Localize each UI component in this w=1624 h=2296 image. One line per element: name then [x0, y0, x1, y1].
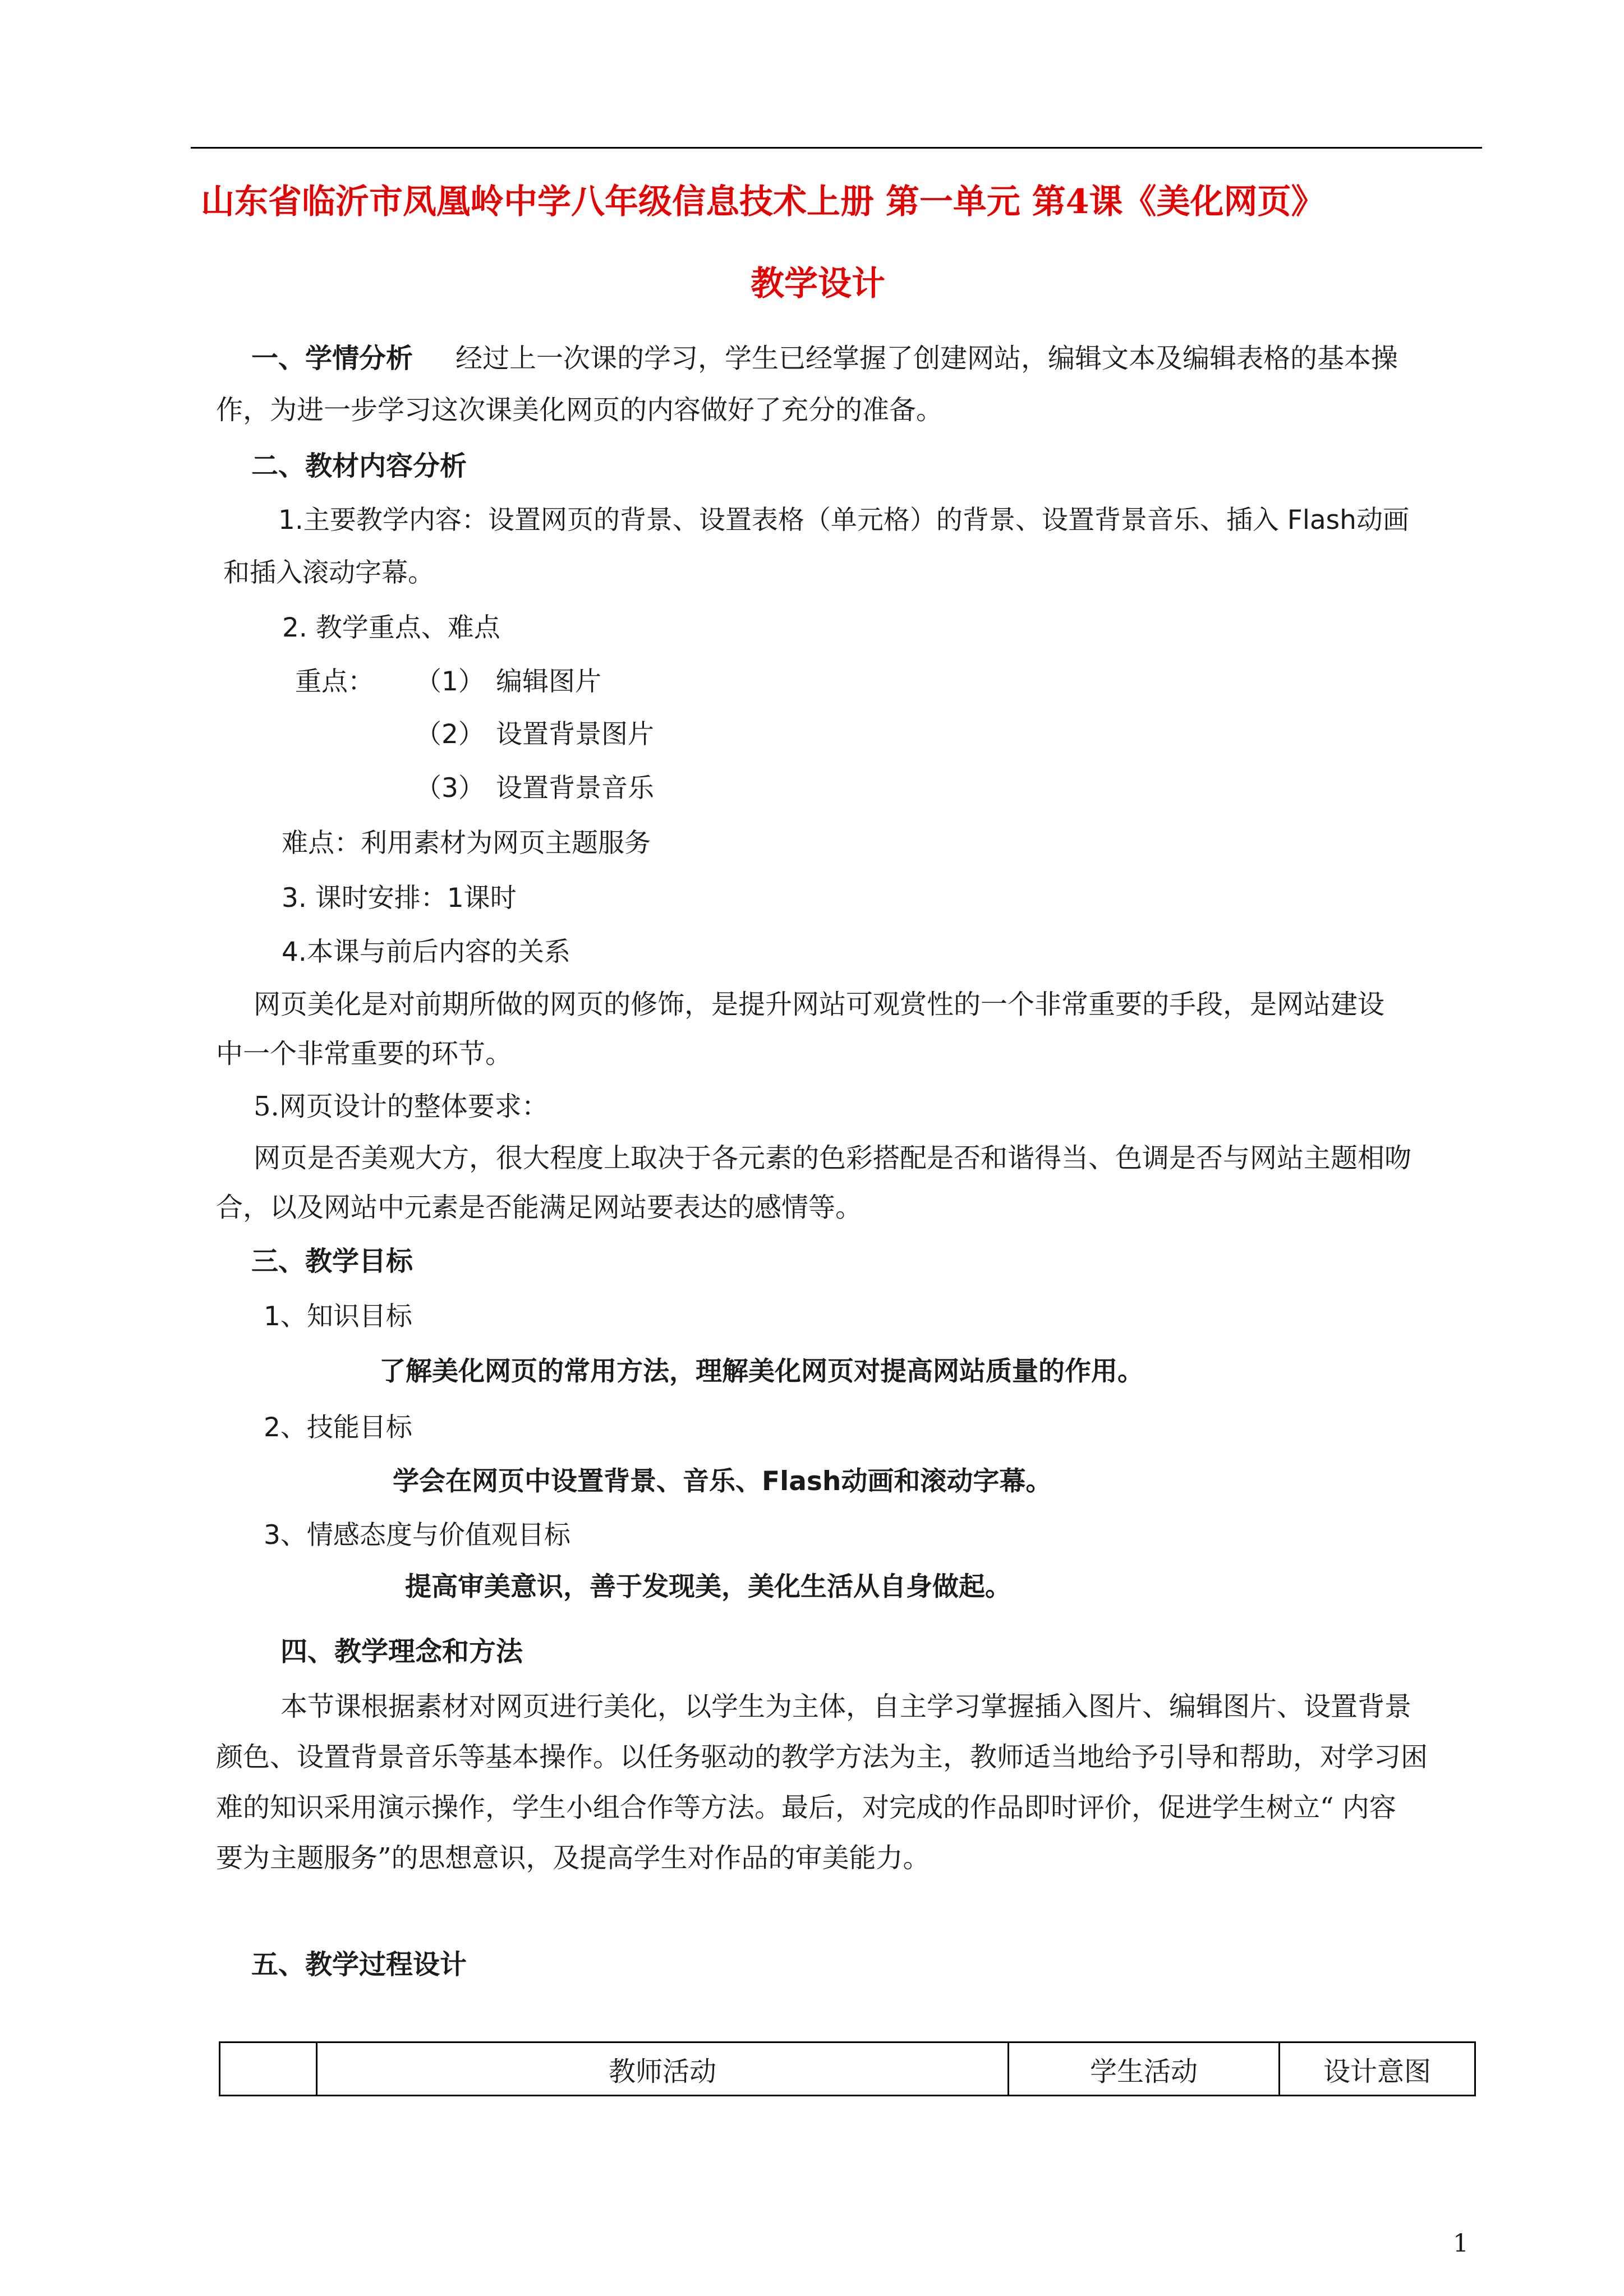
key-point-1-number: （1） [415, 666, 485, 697]
relation-text-line2: 中一个非常重要的环节。 [216, 1038, 513, 1069]
header-rule [191, 147, 1482, 149]
page-number: 1 [1453, 2229, 1469, 2258]
teaching-process-table [219, 2041, 1476, 2096]
goal-knowledge-title: 1、知识目标 [264, 1301, 412, 1332]
document-title-line1: 山东省临沂市凤凰岭中学八年级信息技术上册 第一单元 第4课《美化网页》 [201, 182, 1325, 222]
method-text-line1: 本节课根据素材对网页进行美化，以学生为主体，自主学习掌握插入图片、编辑图片、设置背景 [280, 1691, 1412, 1722]
goal-skill-title: 2、技能目标 [264, 1412, 412, 1443]
relation-heading: 4.本课与前后内容的关系 [282, 937, 571, 967]
key-point-2-number: （2） [415, 719, 485, 750]
section-heading-2: 二、教材内容分析 [251, 450, 467, 482]
difficult-point: 难点：利用素材为网页主题服务 [282, 828, 651, 859]
table-header-cell: 设计意图 [1280, 2043, 1475, 2096]
key-points-heading: 2. 教学重点、难点 [282, 612, 500, 643]
section1-text-line2: 作，为进一步学习这次课美化网页的内容做好了充分的准备。 [216, 394, 944, 426]
teaching-content-line2: 和插入滚动字幕。 [223, 557, 434, 588]
document-title-line2: 教学设计 [751, 264, 885, 303]
key-points-label: 重点： [295, 666, 374, 697]
method-text-line4: 要为主题服务”的思想意识，及提高学生对作品的审美能力。 [216, 1842, 930, 1874]
key-point-3-number: （3） [415, 773, 485, 804]
section-heading-3: 三、教学目标 [251, 1246, 413, 1277]
relation-text-line1: 网页美化是对前期所做的网页的修饰，是提升网站可观赏性的一个非常重要的手段，是网站建设 [254, 989, 1385, 1020]
design-requirements-heading: 5.网页设计的整体要求： [254, 1091, 549, 1122]
table-header-row [220, 2043, 1475, 2096]
design-requirements-line1: 网页是否美观大方，很大程度上取决于各元素的色彩搭配是否和谐得当、色调是否与网站主题相吻 [254, 1142, 1412, 1174]
section-heading-4: 四、教学理念和方法 [280, 1636, 523, 1667]
teaching-content-line1: 1.主要教学内容：设置网页的背景、设置表格（单元格）的背景、设置背景音乐、插入 Flash动画 [278, 505, 1409, 536]
method-text-line2: 颜色、设置背景音乐等基本操作。以任务驱动的教学方法为主，教师适当地给予引导和帮助，对学习困 [216, 1741, 1428, 1773]
table-header-cell: 教师活动 [317, 2043, 1009, 2096]
goal-skill-text: 学会在网页中设置背景、音乐、Flash动画和滚动字幕。 [393, 1466, 1052, 1497]
table-header-cell: 学生活动 [1009, 2043, 1280, 2096]
key-point-1: 编辑图片 [496, 666, 601, 697]
method-text-line3: 难的知识采用演示操作，学生小组合作等方法。最后，对完成的作品即时评价，促进学生树立“ 内容 [216, 1792, 1396, 1823]
table-header-cell [220, 2043, 317, 2096]
goal-attitude-title: 3、情感态度与价值观目标 [264, 1520, 571, 1551]
key-point-3: 设置背景音乐 [496, 773, 654, 804]
key-point-2: 设置背景图片 [496, 719, 654, 750]
section-heading-1: 一、学情分析 [251, 343, 413, 374]
section1-text-line1: 经过上一次课的学习，学生已经掌握了创建网站，编辑文本及编辑表格的基本操 [456, 343, 1398, 374]
class-hours: 3. 课时安排：1课时 [282, 883, 517, 914]
section-heading-5: 五、教学过程设计 [251, 1949, 467, 1980]
goal-attitude-text: 提高审美意识，善于发现美，美化生活从自身做起。 [405, 1571, 1011, 1602]
design-requirements-line2: 合，以及网站中元素是否能满足网站要表达的感情等。 [216, 1192, 863, 1223]
goal-knowledge-text: 了解美化网页的常用方法，理解美化网页对提高网站质量的作用。 [379, 1356, 1144, 1387]
